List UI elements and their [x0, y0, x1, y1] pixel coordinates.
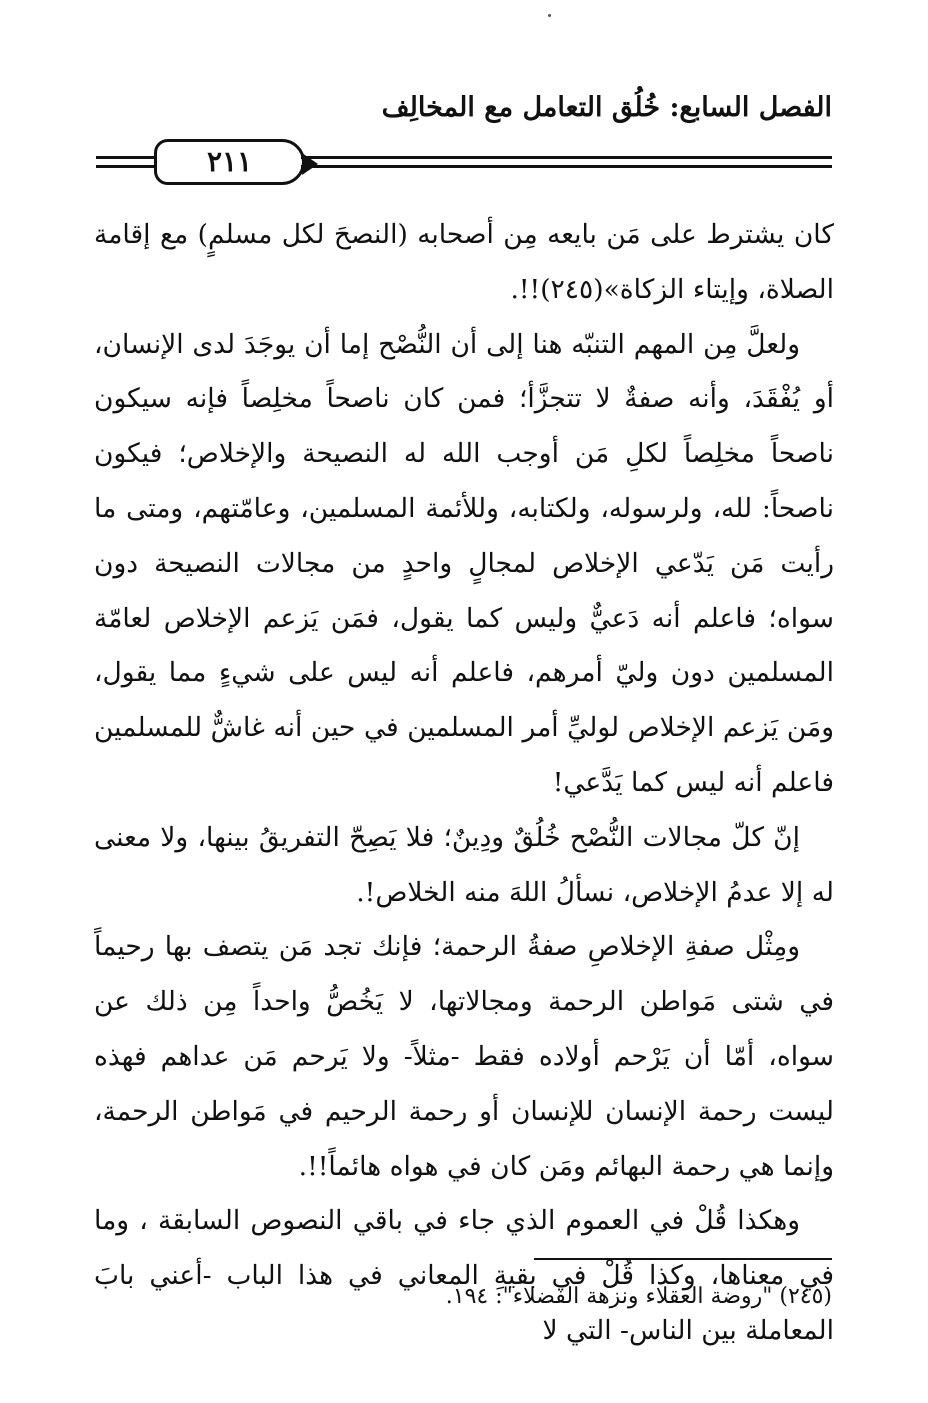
paragraph: ولعلَّ مِن المهم التنبّه هنا إلى أن النُّصْح إما أن يوجَدَ لدى الإنسان، أو يُفْقَدَ، وأنه صفةٌ لا تتجزَّأ؛ فمن كان ناصحاً مخلِصاً فإنه سيكون ناصحاً مخلِصاً لكلِ مَن أوجب الله له النصيحة والإخلاص؛ فيكون ناصحاً: لله، ولرسوله، ولكتابه، وللأئمة المسلمين، وعامّتهم، ومتى ما رأيت مَن يَدّعي الإخلاص لمجالٍ واحدٍ من مجالات النصيحة دون سواه؛ فاعلم أنه دَعيٌّ وليس كما يقول، فمَن يَزعم الإخلاص لعامّة المسلمين دون وليّ أمرهم، فاعلم أنه ليس على شيءٍ مما يقول، ومَن يَزعم الإخلاص لوليِّ أمر المسلمين في حين أنه غاشٌّ للمسلمين فاعلم أنه ليس كما يَدَّعي! [94, 328, 834, 798]
paragraph: وهكذا قُلْ في العموم الذي جاء في باقي النصوص السابقة ، وما في معناها، وكذا قُلْ في بقيةِ المعاني في هذا الباب -أعني بابَ المعاملة بين الناس- التي لا [94, 1205, 834, 1346]
header-ornament [96, 135, 832, 195]
paragraph: كان يشترط على مَن بايعه مِن أصحابه (النصحَ لكل مسلمٍ) مع إقامة الصلاة، وإيتاء الزكاة»(٢٤٥)!!. [94, 219, 834, 305]
paragraph: إنّ كلّ مجالات النُّصْح خُلُقٌ ودِينٌ؛ فلا يَصِحّ التفريقُ بينها، ولا معنى له إلا عدمُ الإخلاص، نسألُ اللهَ منه الخلاص!. [94, 821, 834, 908]
header-rule-right [301, 156, 832, 168]
page-number: ٢١١ [154, 139, 305, 185]
chapter-title: الفصل السابع: خُلُق التعامل مع المخالِف [381, 92, 832, 123]
paragraph: ومِثْل صفةِ الإخلاصِ صفةُ الرحمة؛ فإنك تجد مَن يتصف بها رحيماً في شتى مَواطن الرحمة ومجالاتها، لا يَخُصُّ واحداً مِن ذلك عن سواه، أمّا أن يَرْحم أولاده فقط -مثلاً- ولا يَرحم مَن عداهم فهذه ليست رحمة الإنسان للإنسان أو رحمة الرحيم في مَواطن الرحمة، وإنما هي رحمة البهائم ومَن كان في هواه هائماً!!. [94, 931, 834, 1182]
header-rule-left [96, 156, 154, 168]
body-text [94, 208, 834, 1359]
scan-speck [548, 14, 551, 17]
footnote: (٢٤٥) "روضة العقلاء ونزهة الفضلاء": ١٩٤. [445, 1284, 832, 1309]
footnote-separator [534, 1258, 832, 1260]
